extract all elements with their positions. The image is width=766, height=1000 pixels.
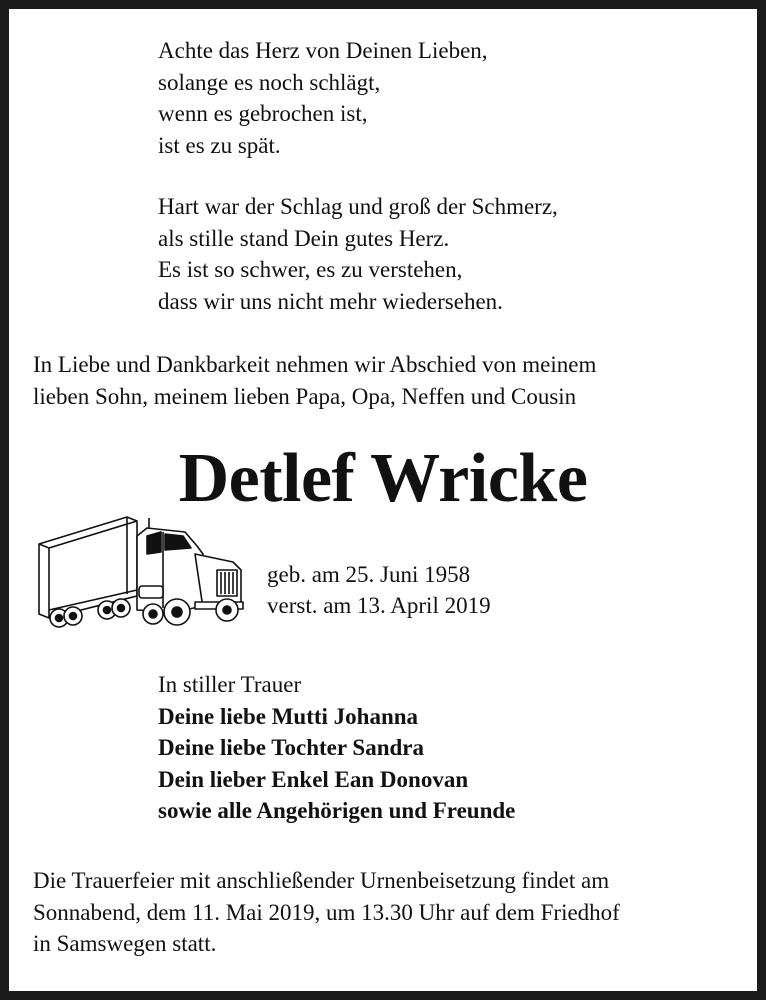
poem-stanza-2 xyxy=(158,191,558,317)
funeral-line: in Samswegen statt. xyxy=(33,931,217,956)
obituary-notice xyxy=(9,9,757,991)
poem-line: dass wir uns nicht mehr wiedersehen. xyxy=(158,288,503,314)
funeral-line: Sonnabend, dem 11. Mai 2019, um 13.30 Uhr auf dem Friedhof xyxy=(33,899,620,925)
poem-line: solange es noch schlägt, xyxy=(158,69,381,95)
poem-line: als stille stand Dein gutes Herz. xyxy=(158,225,450,251)
truck-icon xyxy=(35,514,247,632)
mourners-block xyxy=(158,669,515,827)
mourners-heading: In stiller Trauer xyxy=(158,672,302,697)
life-dates xyxy=(267,559,491,621)
mourner-name: Dein lieber Enkel Ean Donovan xyxy=(158,766,469,792)
poem-line: Es ist so schwer, es zu verstehen, xyxy=(158,257,463,282)
mourner-name: sowie alle Angehörigen und Freunde xyxy=(158,798,516,823)
birth-date: geb. am 25. Juni 1958 xyxy=(267,562,471,587)
intro-line: lieben Sohn, meinem lieben Papa, Opa, Neffen und Cousin xyxy=(33,383,577,409)
intro-line: In Liebe und Dankbarkeit nehmen wir Abschied von meinem xyxy=(33,352,597,377)
mourner-name: Deine liebe Mutti Johanna xyxy=(158,703,419,729)
deceased-name: Detlef Wricke xyxy=(178,440,588,517)
poem-line: wenn es gebrochen ist, xyxy=(158,101,368,126)
intro-text xyxy=(33,349,596,412)
poem-line: Achte das Herz von Deinen Lieben, xyxy=(158,38,488,63)
poem-line: Hart war der Schlag und groß der Schmerz, xyxy=(158,194,558,219)
poem-stanza-1 xyxy=(158,35,488,161)
poem-line: ist es zu spät. xyxy=(158,132,281,158)
funeral-info xyxy=(33,865,620,960)
funeral-line: Die Trauerfeier mit anschließender Urnenbeisetzung findet am xyxy=(33,868,610,893)
death-date: verst. am 13. April 2019 xyxy=(267,593,491,618)
mourner-name: Deine liebe Tochter Sandra xyxy=(158,735,425,760)
